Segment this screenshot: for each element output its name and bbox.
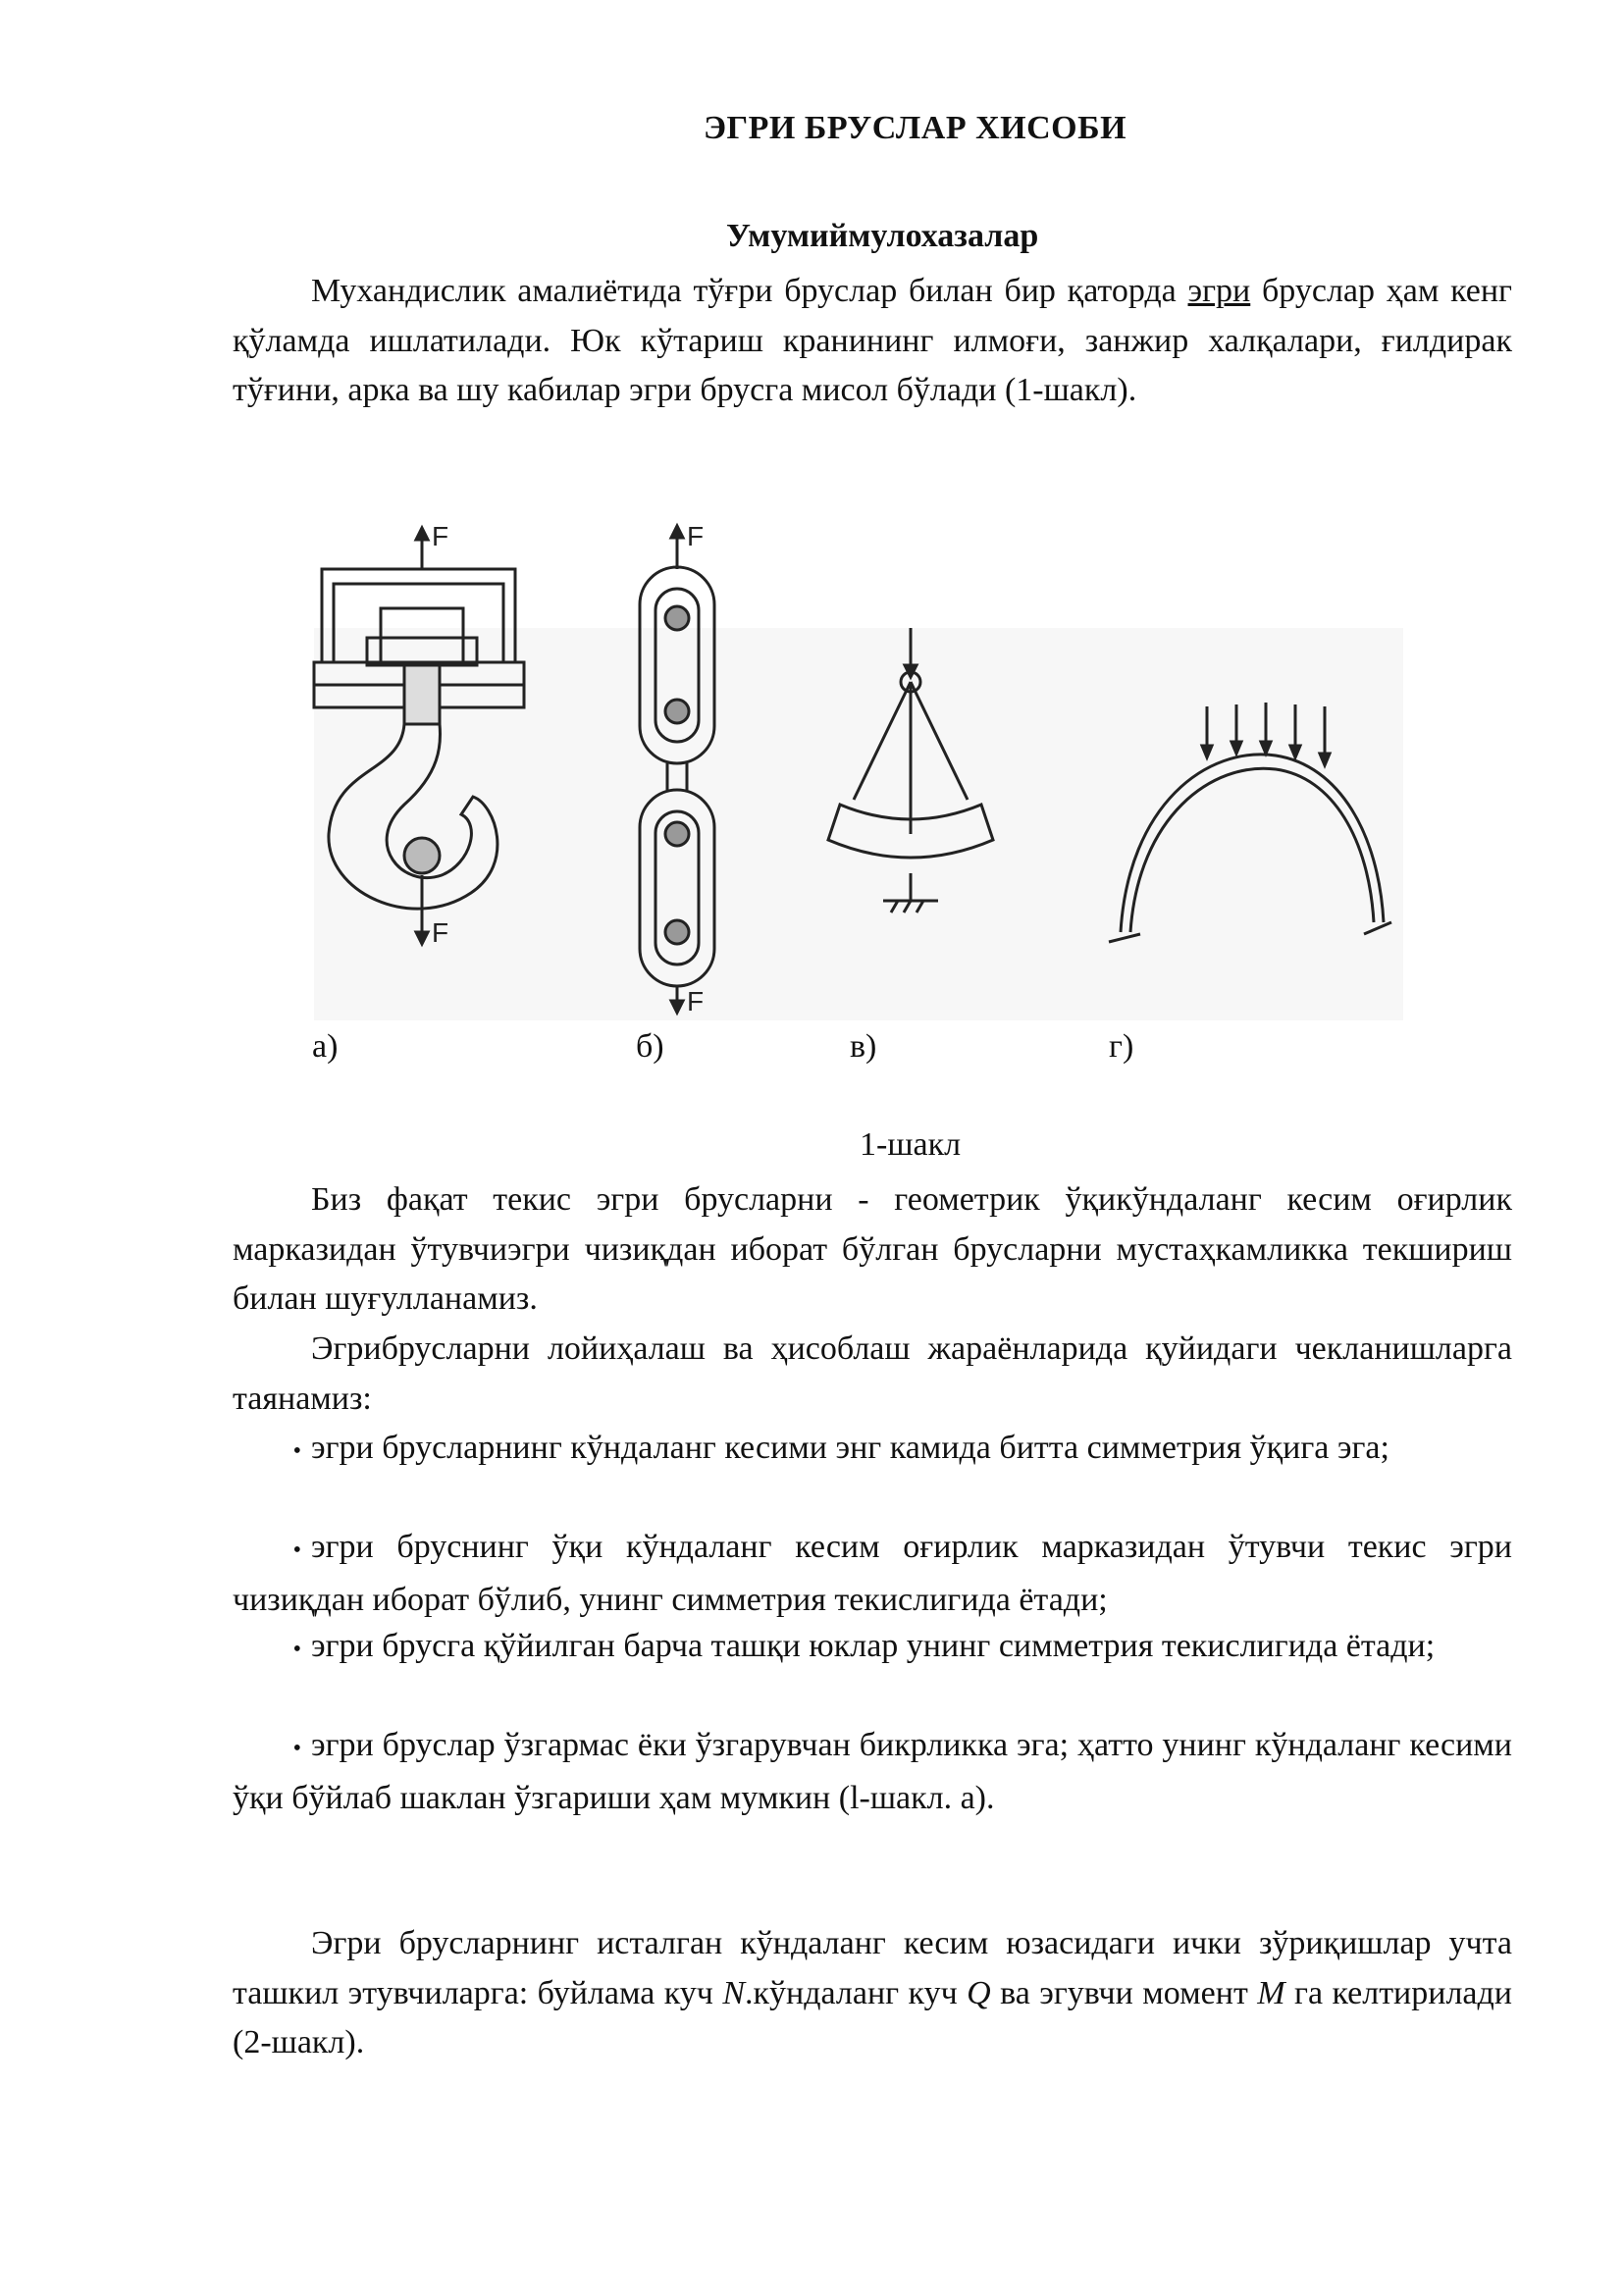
- force-q-symbol: Q: [967, 1974, 991, 2011]
- chain-force-label-top: F: [687, 521, 705, 551]
- bullet-mark: •: [292, 1637, 301, 1662]
- paragraph-2: [233, 1175, 1512, 1325]
- bullet-item-2: [233, 1523, 1512, 1625]
- figure-label-a: а): [312, 1028, 339, 1065]
- intro-underlined-word: эгри: [1187, 273, 1251, 309]
- figure-label-g: г): [1109, 1028, 1134, 1065]
- hook-force-label-top: F: [432, 521, 449, 551]
- paragraph-4: [233, 1919, 1512, 2068]
- moment-m-symbol: M: [1257, 1974, 1285, 2011]
- figure-caption: 1-шакл: [860, 1126, 962, 1163]
- figure-label-b: б): [636, 1028, 664, 1065]
- figure-label-v: в): [850, 1028, 877, 1065]
- intro-text-3: бруслар билан бир қаторда: [772, 273, 1188, 309]
- paragraph-4-text-1: Эгри брусларнинг исталган кўндаланг кесим юзасидаги ички зўриқишлар учта ташкил этувчиларга: буйлама куч: [233, 1925, 1512, 2011]
- bullet-text-2: эгри бруснинг ўқи кўндаланг кесим оғирлик марказидан ўтувчи текис эгри чизиқдан иборат бўлиб, унинг симметрия текислигида ётади;: [233, 1529, 1512, 1618]
- section-subtitle: Умумиймулохазалар: [726, 218, 1039, 254]
- intro-text-2: тўғри: [693, 273, 773, 309]
- figure-1-curved-beams: [294, 510, 1433, 1020]
- paragraph-3: [233, 1325, 1512, 1424]
- intro-paragraph: [233, 267, 1512, 416]
- bullet-mark: •: [292, 1736, 301, 1761]
- chain-force-label-bottom: F: [687, 986, 705, 1017]
- bullet-text-4: эгри бруслар ўзгармас ёки ўзгарувчан бикрликка эга; ҳатто унинг кўндаланг кесими ўқи бўйлаб шаклан ўзгариши ҳам мумкин (l-шакл. а).: [233, 1727, 1512, 1816]
- bullet-mark: •: [292, 1538, 301, 1563]
- paragraph-4-text-3: ва эгувчи момент: [990, 1974, 1258, 2011]
- intro-text-1: Мухандислик амалиётида: [311, 273, 694, 309]
- bullet-item-4: [233, 1721, 1512, 1823]
- bullet-text-3: эгри брусга қўйилган барча ташқи юклар унинг симметрия текислигида ётади;: [311, 1628, 1436, 1664]
- hook-force-label-bottom: F: [432, 917, 449, 948]
- paragraph-3-text: Эгрибрусларни лойиҳалаш ва ҳисоблаш жараёнларида қуйидаги чекланишларга таянамиз:: [233, 1330, 1512, 1417]
- bullet-item-3: [233, 1622, 1512, 1675]
- scan-shadow: [314, 628, 1403, 1020]
- paragraph-4-text-2: .кўндаланг куч: [745, 1974, 968, 2011]
- paragraph-4-text-4: га келтирилади (2-шакл).: [233, 1974, 1512, 2060]
- force-n-symbol: N: [722, 1974, 746, 2011]
- paragraph-2-text: Биз фақат текис эгри брусларни - геометрик ўқикўндаланг кесим оғирлик марказидан ўтувчиэгри чизиқдан иборат бўлган брусларни мустаҳкамликка текшириш билан шуғулланамиз.: [233, 1181, 1512, 1317]
- bullet-mark: •: [292, 1438, 301, 1464]
- bullet-text-1: эгри брусларнинг кўндаланг кесими энг камида битта симметрия ўқига эга;: [311, 1430, 1389, 1466]
- document-title: ЭГРИ БРУСЛАР ХИСОБИ: [703, 110, 1127, 146]
- bullet-item-1: [233, 1424, 1512, 1477]
- intro-text-5: бруслар ҳам кенг қўламда ишлатилади. Юк кўтариш кранининг илмоғи, занжир халқалари, ғилдирак тўғини, арка ва шу кабилар эгри брусга мисол бўлади (1-шакл).: [233, 273, 1512, 408]
